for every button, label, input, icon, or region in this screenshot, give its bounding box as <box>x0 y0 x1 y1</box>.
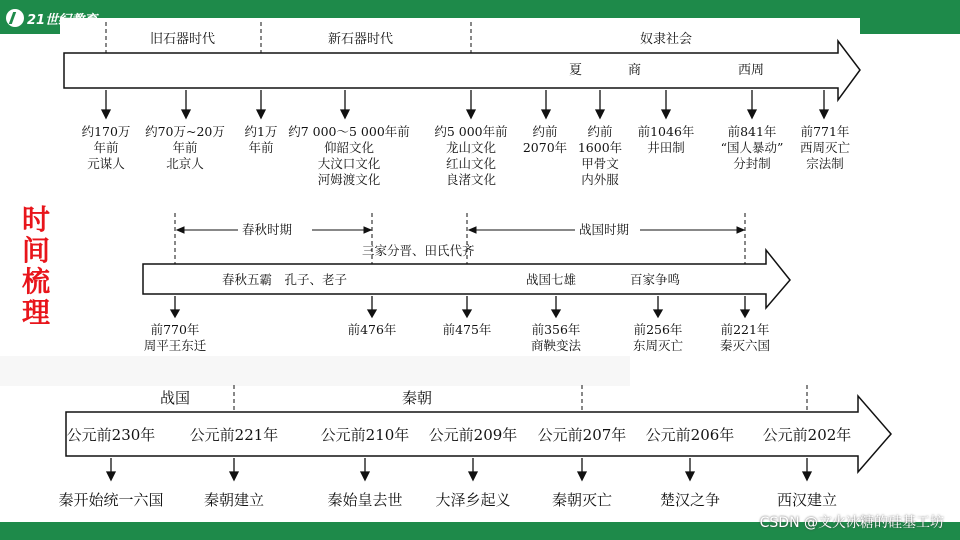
timeline3-event: 秦始皇去世 <box>327 491 403 509</box>
event-line: 年前 <box>93 140 119 155</box>
timeline3-date: 公元前221年 <box>189 426 279 444</box>
timeline3-date: 公元前230年 <box>66 426 156 444</box>
timeline1-event <box>286 124 412 188</box>
timeline2-event <box>340 322 404 338</box>
timeline1-event <box>792 124 858 172</box>
event-line: 秦灭六国 <box>719 338 770 353</box>
event-line: 前476年 <box>347 322 397 337</box>
event-line: 分封制 <box>733 156 771 171</box>
event-line: 前221年 <box>720 322 770 337</box>
event-line: 仰韶文化 <box>323 140 374 155</box>
event-line: 前770年 <box>150 322 200 337</box>
event-line: 约前 <box>532 124 558 139</box>
timeline1-event <box>706 124 798 172</box>
timeline3-date: 公元前202年 <box>762 426 852 444</box>
timeline1-event <box>235 124 287 156</box>
timeline1-event <box>428 124 514 188</box>
event-line: 约7 000～5 000年前 <box>288 124 410 139</box>
timeline3-event: 楚汉之争 <box>659 491 720 509</box>
timeline3-date: 公元前206年 <box>645 426 735 444</box>
side-title-char: 间 <box>21 234 50 267</box>
event-line: 前1046年 <box>637 124 695 139</box>
timeline3-event: 秦朝建立 <box>203 491 264 509</box>
period-label: 战国 <box>160 389 191 407</box>
timeline1-event <box>628 124 704 156</box>
timeline1-event <box>138 124 232 172</box>
timeline2-event <box>711 322 779 354</box>
event-line: 西周灭亡 <box>799 140 850 155</box>
dynasty-label: 商 <box>628 63 642 78</box>
timeline3-date: 公元前209年 <box>428 426 518 444</box>
event-line: 宗法制 <box>806 156 844 171</box>
event-line: 约前 <box>587 124 613 139</box>
event-line: 东周灭亡 <box>632 338 683 353</box>
timeline3-event: 西汉建立 <box>776 491 837 509</box>
event-line: 井田制 <box>647 140 685 155</box>
arrow-label: 战国七雄 <box>526 272 577 287</box>
timeline2-event <box>624 322 692 354</box>
event-line: 约1万 <box>244 124 278 139</box>
event-line: “国人暴动” <box>720 140 784 155</box>
event-line: 元谋人 <box>87 156 125 171</box>
csdn-watermark: CSDN @文火冰糖的硅基工坊 <box>759 515 944 531</box>
side-title-char: 时 <box>21 203 50 236</box>
event-line: 1600年 <box>577 140 623 155</box>
timeline3-ticks <box>107 458 811 480</box>
dynasty-label: 夏 <box>569 63 583 78</box>
era-label: 奴隶社会 <box>640 32 693 47</box>
timeline1-event <box>76 124 136 172</box>
timeline2-ticks <box>171 296 749 317</box>
event-line: 红山文化 <box>445 156 496 171</box>
event-line: 良渚文化 <box>445 172 496 187</box>
side-title-char: 梳 <box>21 265 50 298</box>
event-line: 前841年 <box>727 124 777 139</box>
event-line: 周平王东迁 <box>143 338 207 353</box>
timeline2-event <box>522 322 590 354</box>
period-note: 三家分晋、田氏代齐 <box>362 243 475 258</box>
event-line: 大汶口文化 <box>317 156 381 171</box>
side-title-char: 理 <box>21 296 50 329</box>
event-line: 前356年 <box>531 322 581 337</box>
event-line: 约5 000年前 <box>434 124 508 139</box>
era-label: 旧石器时代 <box>150 32 216 47</box>
event-line: 甲骨文 <box>581 156 619 171</box>
timeline1-event <box>516 124 574 156</box>
event-line: 河姆渡文化 <box>317 172 381 187</box>
event-line: 年前 <box>172 140 198 155</box>
event-line: 年前 <box>248 140 274 155</box>
timeline2-event <box>135 322 215 354</box>
event-line: 内外服 <box>581 172 619 187</box>
event-line: 龙山文化 <box>445 140 496 155</box>
timeline2-event <box>435 322 499 338</box>
timeline3-event: 大泽乡起义 <box>435 491 511 509</box>
era-label: 新石器时代 <box>328 32 394 47</box>
timeline3-date: 公元前210年 <box>320 426 410 444</box>
event-line: 北京人 <box>166 156 204 171</box>
side-title <box>16 204 56 328</box>
timeline1-ticks <box>102 90 828 118</box>
dynasty-label: 西周 <box>738 63 765 78</box>
event-line: 约70万~20万 <box>145 124 225 139</box>
period-label: 春秋时期 <box>242 222 293 237</box>
period-label: 秦朝 <box>402 389 433 407</box>
arrow-label: 春秋五霸 孔子、老子 <box>222 272 348 287</box>
event-line: 前256年 <box>633 322 683 337</box>
event-line: 前475年 <box>442 322 492 337</box>
arrow-label: 百家争鸣 <box>630 272 681 287</box>
event-line: 商鞅变法 <box>530 338 581 353</box>
event-line: 前771年 <box>800 124 850 139</box>
event-line: 2070年 <box>522 140 568 155</box>
timeline3-date: 公元前207年 <box>537 426 627 444</box>
period-label: 战国时期 <box>579 222 630 237</box>
timeline3-event: 秦朝灭亡 <box>551 491 612 509</box>
timeline1-event <box>572 124 628 188</box>
brand-logo-text: 21世纪教育 <box>27 12 98 28</box>
event-line: 约170万 <box>81 124 131 139</box>
timeline3-event: 秦开始统一六国 <box>58 491 164 509</box>
